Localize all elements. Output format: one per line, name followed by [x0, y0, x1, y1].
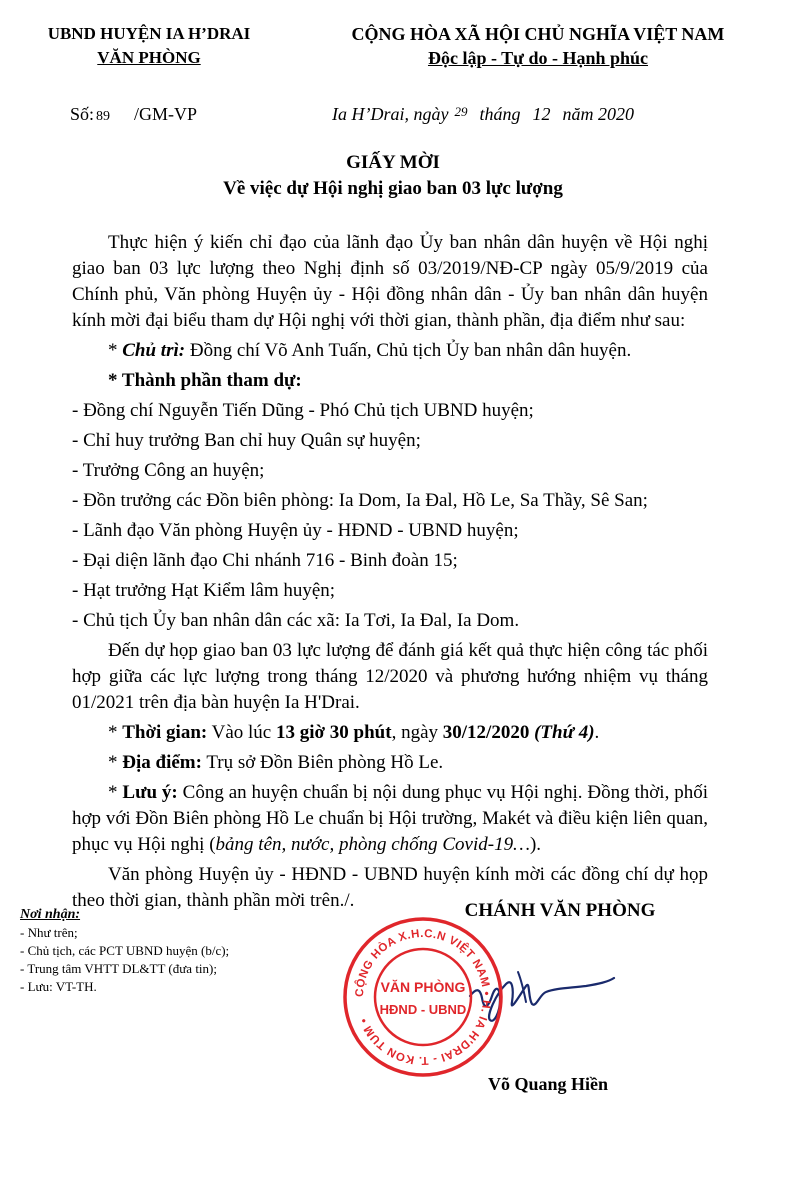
closing-paragraph: Văn phòng Huyện ủy - HĐND - UBND huyện kính mời các đồng chí dự họp theo thời gian, thành phần mời trên./.: [72, 864, 708, 911]
attendee-item: - Đồng chí Nguyễn Tiến Dũng - Phó Chủ tịch UBND huyện;: [72, 400, 534, 421]
signer-name: Võ Quang Hiền: [488, 1074, 609, 1094]
official-seal: [342, 916, 504, 1078]
attendee-item: - Hạt trưởng Hạt Kiểm lâm huyện;: [72, 580, 336, 601]
time-pre: Vào lúc: [207, 722, 276, 743]
attendee-item: - Chỉ huy trưởng Ban chỉ huy Quân sự huyện;: [72, 430, 421, 451]
document-number: [70, 104, 197, 125]
place-text: Trụ sở Đồn Biên phòng Hồ Le.: [201, 752, 444, 773]
attendee-item: - Trưởng Công an huyện;: [72, 460, 265, 481]
issuing-agency: [20, 22, 278, 70]
time-line: [72, 720, 708, 746]
date-month: 12: [532, 104, 551, 124]
date-day: 29: [454, 104, 468, 119]
date-year: năm 2020: [562, 104, 634, 124]
time-mid: , ngày: [391, 722, 443, 743]
note-paragraph: [72, 780, 708, 858]
note-label: Lưu ý:: [122, 782, 178, 803]
note-text: Công an huyện chuẩn bị nội dung phục vụ Hội nghị. Đồng thời, phối hợp với Đồn Biên phòng Hồ Le chuẩn bị Hội trường, Makét và điều kiện liên quan, phục vụ Hội nghị (: [72, 782, 708, 855]
nation-title: CỘNG HÒA XÃ HỘI CHỦ NGHĨA VIỆT NAM: [351, 24, 725, 44]
so-label: Số:: [70, 104, 95, 124]
agency-line2: VĂN PHÒNG: [97, 48, 201, 67]
title-sub: Về việc dự Hội nghị giao ban 03 lực lượng: [223, 178, 563, 199]
stamp-center-line1: VĂN PHÒNG: [380, 979, 466, 995]
time-weekday: (Thứ 4): [534, 722, 595, 743]
intro-paragraph: Thực hiện ý kiến chỉ đạo của lãnh đạo Ủy ban nhân dân huyện về Hội nghị giao ban 03 lực lượng theo Nghị định số 03/2019/NĐ-CP ngày 05/9/2019 của Chính phủ, Văn phòng Huyện ủy - Hội đồng nhân dân - Ủy ban nhân dân huyện kính mời đại biểu tham dự Hội nghị với thời gian, thành phần, địa điểm như sau:: [72, 232, 708, 331]
note-italic: bảng tên, nước, phòng chống Covid-19…: [215, 834, 530, 855]
time-prefix: *: [108, 722, 123, 743]
chair-line: [72, 338, 708, 364]
note-prefix: *: [108, 782, 123, 803]
national-header: [292, 22, 784, 70]
stamp-ring-text: CỘNG HÒA X.H.C.N VIỆT NAM • H. IA H'DRAI - T. KON TUM •: [353, 927, 493, 1067]
chair-label: Chủ trì:: [122, 340, 186, 361]
signer-title: CHÁNH VĂN PHÒNG: [464, 900, 656, 921]
attendee-item: - Chủ tịch Ủy ban nhân dân các xã: Ia Tơi, Ia Đal, Ia Dom.: [72, 610, 520, 631]
nation-motto: Độc lập - Tự do - Hạnh phúc: [427, 48, 649, 68]
recipient-item: - Trung tâm VHTT DL&TT (đưa tin);: [20, 961, 217, 976]
document-title: [0, 150, 786, 202]
place-line: [72, 750, 708, 776]
time-hour: 13 giờ 30 phút: [276, 722, 392, 743]
attendee-item: - Đồn trưởng các Đồn biên phòng: Ia Dom, Ia Đal, Hồ Le, Sa Thầy, Sê San;: [72, 490, 648, 511]
time-date: 30/12/2020: [442, 722, 530, 743]
recipient-item: - Lưu: VT-TH.: [20, 979, 97, 994]
so-suffix: /GM-VP: [134, 104, 198, 124]
recipients-label: Nơi nhận:: [20, 907, 81, 922]
date-month-label: tháng: [479, 104, 521, 124]
document-body: [72, 230, 708, 914]
title-main: GIẤY MỜI: [346, 152, 440, 173]
so-number: 89: [96, 109, 111, 124]
recipient-item: - Chủ tịch, các PCT UBND huyện (b/c);: [20, 943, 230, 958]
note-end: ).: [529, 834, 542, 855]
date-line: [332, 104, 634, 125]
attendee-item: - Đại diện lãnh đạo Chi nhánh 716 - Binh đoàn 15;: [72, 550, 458, 571]
recipients-block: [20, 906, 229, 996]
attendees-label: * Thành phần tham dự:: [108, 370, 302, 391]
time-label: Thời gian:: [122, 722, 208, 743]
place-label: Địa điểm:: [122, 752, 202, 773]
stamp-center-line2: HĐND - UBND: [379, 1002, 467, 1017]
place-prefix: *: [108, 752, 123, 773]
chair-text: Đồng chí Võ Anh Tuấn, Chủ tịch Ủy ban nhân dân huyện.: [185, 340, 632, 361]
agency-line1: UBND HUYỆN IA H’DRAI: [47, 24, 251, 43]
chair-prefix: *: [108, 340, 123, 361]
purpose-paragraph: Đến dự họp giao ban 03 lực lượng để đánh giá kết quả thực hiện công tác phối hợp giữa các lực lượng trong tháng 12/2020 và phương hướng nhiệm vụ tháng 01/2021 trên địa bàn huyện Ia H'Drai.: [72, 640, 708, 713]
time-end: .: [594, 722, 600, 743]
attendee-item: - Lãnh đạo Văn phòng Huyện ủy - HĐND - UBND huyện;: [72, 520, 519, 541]
date-place: Ia H’Drai, ngày: [332, 104, 449, 124]
recipient-item: - Như trên;: [20, 925, 78, 940]
